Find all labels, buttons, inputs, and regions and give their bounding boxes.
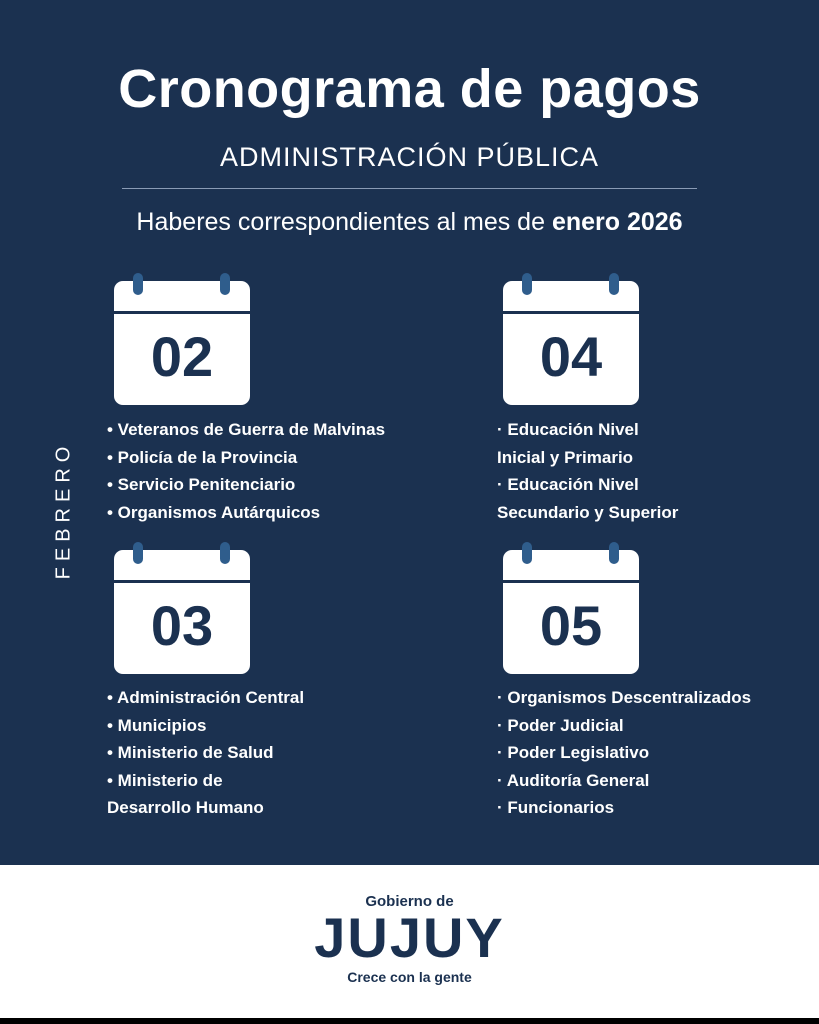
calendar-icon bbox=[503, 550, 639, 674]
page-subtitle: ADMINISTRACIÓN PÚBLICA bbox=[219, 142, 600, 172]
calendar-icon bbox=[114, 550, 250, 674]
period-prefix: Haberes correspondientes al mes de bbox=[136, 208, 552, 236]
list-item: • Ministerio de bbox=[107, 770, 223, 790]
list-item: · Educación Nivel bbox=[497, 475, 639, 494]
list-item: · Organismos Descentralizados bbox=[497, 688, 752, 707]
list-item: • Ministerio de Salud bbox=[107, 743, 274, 762]
calendar-ring bbox=[220, 542, 230, 564]
calendar-ring bbox=[522, 273, 532, 295]
divider bbox=[122, 188, 697, 189]
list-item: • Administración Central bbox=[107, 688, 305, 707]
schedule-list-04 bbox=[497, 416, 678, 526]
list-item: · Poder Judicial bbox=[497, 715, 624, 735]
calendar-ring bbox=[522, 542, 532, 564]
schedule-list-03 bbox=[107, 684, 304, 822]
list-item: • Municipios bbox=[107, 715, 207, 735]
period-month: enero 2026 bbox=[551, 208, 683, 236]
list-item: • Organismos Autárquicos bbox=[107, 502, 321, 522]
calendar-day: 05 bbox=[539, 594, 603, 657]
calendar-day: 03 bbox=[150, 594, 214, 657]
calendar-icon bbox=[503, 281, 639, 405]
calendar-ring bbox=[609, 273, 619, 295]
logo-tagline: Crece con la gente bbox=[347, 969, 472, 985]
list-item: · Poder Legislativo bbox=[497, 743, 650, 762]
list-item: • Servicio Penitenciario bbox=[107, 475, 296, 494]
logo: JUJUY bbox=[314, 906, 505, 969]
calendar-ring bbox=[133, 542, 143, 564]
list-item: Inicial y Primario bbox=[497, 447, 634, 467]
footer bbox=[0, 865, 819, 1020]
calendar-icon bbox=[114, 281, 250, 405]
calendar-ring bbox=[133, 273, 143, 295]
logo-top-text: Gobierno de bbox=[365, 893, 454, 910]
list-item: Secundario y Superior bbox=[497, 502, 679, 522]
calendar-day: 04 bbox=[539, 325, 603, 388]
calendar-ring bbox=[609, 542, 619, 564]
list-item: · Auditoría General bbox=[497, 770, 650, 790]
calendar-ring bbox=[220, 273, 230, 295]
schedule-list-05 bbox=[497, 684, 751, 822]
schedule-list-02 bbox=[107, 416, 385, 526]
list-item: • Policía de la Provincia bbox=[107, 447, 298, 467]
bottom-bar bbox=[0, 1018, 819, 1024]
list-item: • Veteranos de Guerra de Malvinas bbox=[107, 420, 386, 439]
page-title: Cronograma de pagos bbox=[118, 59, 701, 119]
list-item: · Educación Nivel bbox=[497, 420, 639, 439]
calendar-day: 02 bbox=[150, 325, 214, 388]
period-text bbox=[0, 208, 819, 237]
month-label-text: FEBRERO bbox=[52, 440, 75, 580]
list-item: · Funcionarios bbox=[497, 798, 615, 817]
list-item: Desarrollo Humano bbox=[107, 798, 264, 817]
